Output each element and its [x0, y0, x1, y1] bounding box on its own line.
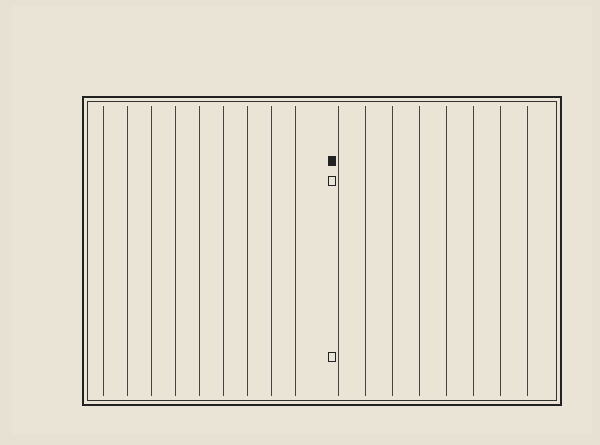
fold-box-lower	[328, 352, 336, 362]
text-column	[154, 108, 168, 394]
text-column	[408, 108, 422, 394]
text-column	[262, 108, 276, 394]
text-column	[489, 108, 503, 394]
text-column	[214, 108, 228, 394]
text-column	[190, 108, 204, 394]
text-column	[142, 108, 156, 394]
text-column	[395, 108, 409, 394]
text-column	[178, 108, 192, 394]
text-column	[449, 108, 463, 394]
text-column	[250, 108, 264, 394]
text-column	[530, 108, 544, 394]
text-frame	[82, 96, 562, 406]
text-column	[543, 108, 557, 394]
paper-sheet	[12, 6, 592, 434]
text-column	[166, 108, 180, 394]
text-column	[298, 108, 312, 394]
text-column	[516, 108, 530, 394]
column-rule	[338, 106, 339, 396]
text-column	[435, 108, 449, 394]
text-column	[368, 108, 382, 394]
text-column	[503, 108, 517, 394]
text-column	[130, 108, 144, 394]
text-column	[118, 108, 132, 394]
column-rule	[103, 106, 104, 396]
text-column	[354, 108, 368, 394]
text-column	[476, 108, 490, 394]
text-column	[106, 108, 120, 394]
text-column	[238, 108, 252, 394]
text-column	[381, 108, 395, 394]
center-fold	[328, 102, 336, 400]
text-column	[422, 108, 436, 394]
text-column	[226, 108, 240, 394]
text-column	[462, 108, 476, 394]
fish-tail-mark-icon	[328, 156, 336, 166]
text-column	[310, 108, 324, 394]
fold-box-upper	[328, 176, 336, 186]
text-frame-inner	[87, 101, 557, 401]
text-column	[286, 108, 300, 394]
text-column	[202, 108, 216, 394]
text-column	[274, 108, 288, 394]
text-column	[341, 108, 355, 394]
